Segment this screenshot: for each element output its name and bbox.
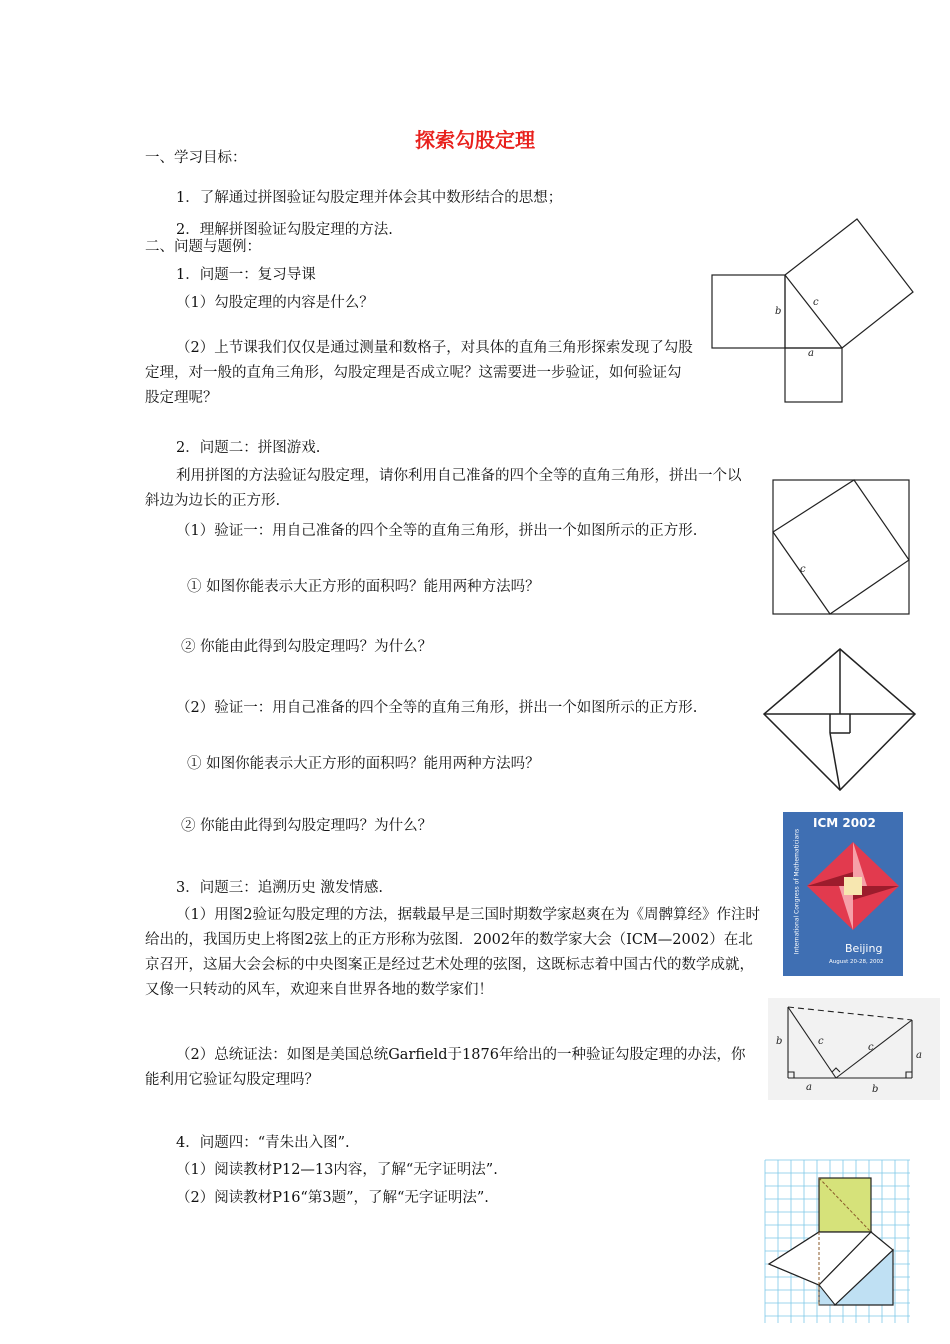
section-heading-goals: 一、学习目标： [145,150,247,166]
verification-2: （2）验证一：用自己准备的四个全等的直角三角形，拼出一个如图所示的正方形. [176,700,698,716]
fig2-label-c: c [800,564,806,575]
garfield-label-a-right: a [916,1050,922,1061]
goal-1: 1．了解通过拼图验证勾股定理并体会其中数形结合的思想； [176,190,563,206]
problem-4-item-1: （1）阅读教材P12—13内容，了解“无字证明法”. [176,1162,498,1178]
page-title: 探索勾股定理 [415,128,535,152]
problem-1-heading: 1．问题一：复习导课 [176,267,316,283]
verification-1-q1: ① 如图你能表示大正方形的面积吗？能用两种方法吗？ [187,579,540,595]
icm-logo-title: ICM 2002 [813,816,876,830]
fig1-label-b: b [775,306,782,317]
problem-4-heading: 4．问题四：“青朱出入图”. [176,1135,350,1151]
garfield-label-c-left: c [818,1036,824,1047]
garfield-label-b-bottom: b [872,1084,879,1095]
problem-2-heading: 2．问题二：拼图游戏. [176,440,321,456]
fig1-label-c: c [813,297,819,308]
inscribed-square-figure [768,476,913,618]
verification-1: （1）验证一：用自己准备的四个全等的直角三角形，拼出一个如图所示的正方形. [176,523,698,539]
problem-4-item-2: （2）阅读教材P16“第3题”，了解“无字证明法”. [176,1190,489,1206]
hypotenuse-diagram-figure [760,645,920,795]
garfield-trapezoid-figure [768,998,940,1100]
icm-logo-side-text: International Congress of Mathematicians [793,828,801,955]
problem-1-item-1: （1）勾股定理的内容是什么？ [176,295,374,311]
problem-3-item-1: （1）用图2验证勾股定理的方法，据载最早是三国时期数学家赵爽在为《周髀算经》作注时给出的，我国历史上将图2弦上的正方形称为弦图．2002年的数学家大会（ICM—2002）在北京召开，这届大会会标的中央图案正是经过艺术处理的弦图，这既标志着中国古代的数学成就，又像一只转动的风车，欢迎来自世界各地的数学家们！ [145,907,760,998]
verification-2-q2: ② 你能由此得到勾股定理吗？为什么？ [181,818,433,834]
icm-pinwheel-icon [805,840,901,932]
garfield-label-b-left: b [776,1036,783,1047]
problem-3-item-2: （2）总统证法：如图是美国总统Garfield于1876年给出的一种验证勾股定理的办法，你能利用它验证勾股定理吗？ [145,1047,746,1088]
verification-1-q2: ② 你能由此得到勾股定理吗？为什么？ [181,639,433,655]
pythagoras-squares-figure [705,210,920,406]
fig1-label-a: a [808,348,814,359]
section-heading-problems: 二、问题与题例： [145,239,261,255]
problem-3-heading: 3．问题三：追溯历史 激发情感. [176,880,383,896]
goal-2: 2．理解拼图验证勾股定理的方法. [176,222,393,238]
garfield-label-c-right: c [868,1042,874,1053]
problem-1-item-2: （2）上节课我们仅仅是通过测量和数格子，对具体的直角三角形探索发现了勾股定理，对一般的直角三角形，勾股定理是否成立呢？这需要进一步验证，如何验证勾股定理呢？ [145,340,693,406]
qingzhu-grid-figure [765,1160,910,1323]
problem-2-intro: 利用拼图的方法验证勾股定理，请你利用自己准备的四个全等的直角三角形，拼出一个以斜边为边长的正方形. [145,468,742,509]
icm-logo-city: Beijing [845,942,883,955]
icm-2002-logo [783,812,903,976]
verification-2-q1: ① 如图你能表示大正方形的面积吗？能用两种方法吗？ [187,756,540,772]
garfield-label-a-bottom: a [806,1082,812,1093]
icm-logo-date: August 20-28, 2002 [829,959,884,965]
